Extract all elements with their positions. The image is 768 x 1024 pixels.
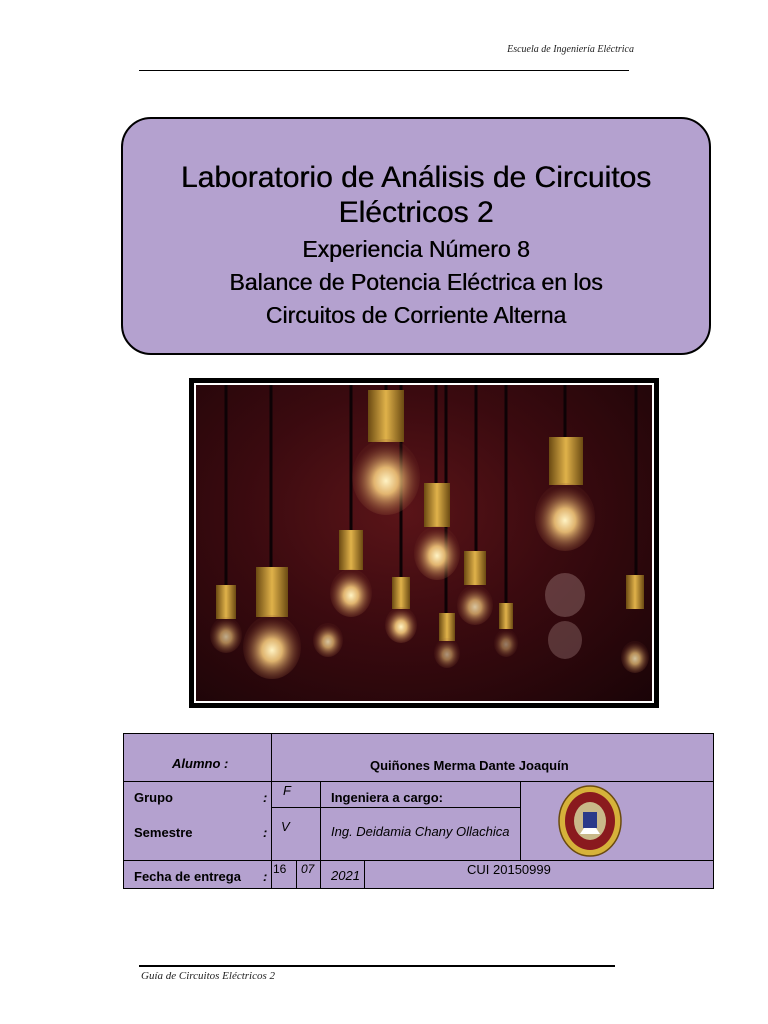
ingeniera-value: Ing. Deidamia Chany Ollachica: [331, 824, 510, 839]
table-divider: [296, 860, 297, 888]
footer-guide: Guía de Circuitos Eléctricos 2: [141, 970, 276, 982]
fecha-year: 2021: [331, 868, 360, 883]
light-bulbs-illustration: [196, 385, 652, 701]
semestre-label: Semestre: [134, 825, 193, 840]
grupo-label: Grupo: [134, 790, 173, 805]
footer-rule: [139, 965, 615, 967]
table-divider: [271, 807, 520, 808]
title-box: [121, 117, 711, 355]
table-divider: [271, 734, 272, 888]
cui-value: CUI 20150999: [467, 862, 551, 877]
semestre-value: V: [281, 819, 290, 834]
grupo-value: F: [283, 783, 291, 798]
university-seal-icon: [556, 782, 624, 860]
alumno-label: Alumno :: [172, 756, 229, 771]
fecha-day: 16: [273, 862, 287, 876]
experience-number: Experiencia Número 8: [302, 236, 530, 262]
ingeniera-label: Ingeniera a cargo:: [331, 790, 443, 805]
header-rule: [139, 70, 629, 71]
subject-line-1: Balance de Potencia Eléctrica en los: [229, 269, 603, 295]
semestre-colon: :: [263, 825, 268, 840]
table-divider: [124, 860, 713, 861]
light-bulbs-photo: [194, 383, 654, 703]
table-divider: [520, 781, 521, 860]
cover-photo: [189, 378, 659, 708]
student-info-table: [123, 733, 714, 889]
document-title: Laboratorio de Análisis de Circuitos Eléctricos 2: [180, 161, 652, 229]
fecha-label: Fecha de entrega: [134, 869, 241, 884]
subject-line-2: Circuitos de Corriente Alterna: [265, 302, 567, 328]
fecha-month: 07: [301, 862, 315, 876]
table-divider: [124, 781, 713, 782]
header-school: Escuela de Ingeniería Eléctrica: [507, 44, 634, 55]
table-divider: [364, 860, 365, 888]
alumno-value: Quiñones Merma Dante Joaquín: [370, 758, 569, 773]
fecha-colon: :: [263, 869, 268, 884]
grupo-colon: :: [263, 790, 268, 805]
table-divider: [320, 781, 321, 888]
